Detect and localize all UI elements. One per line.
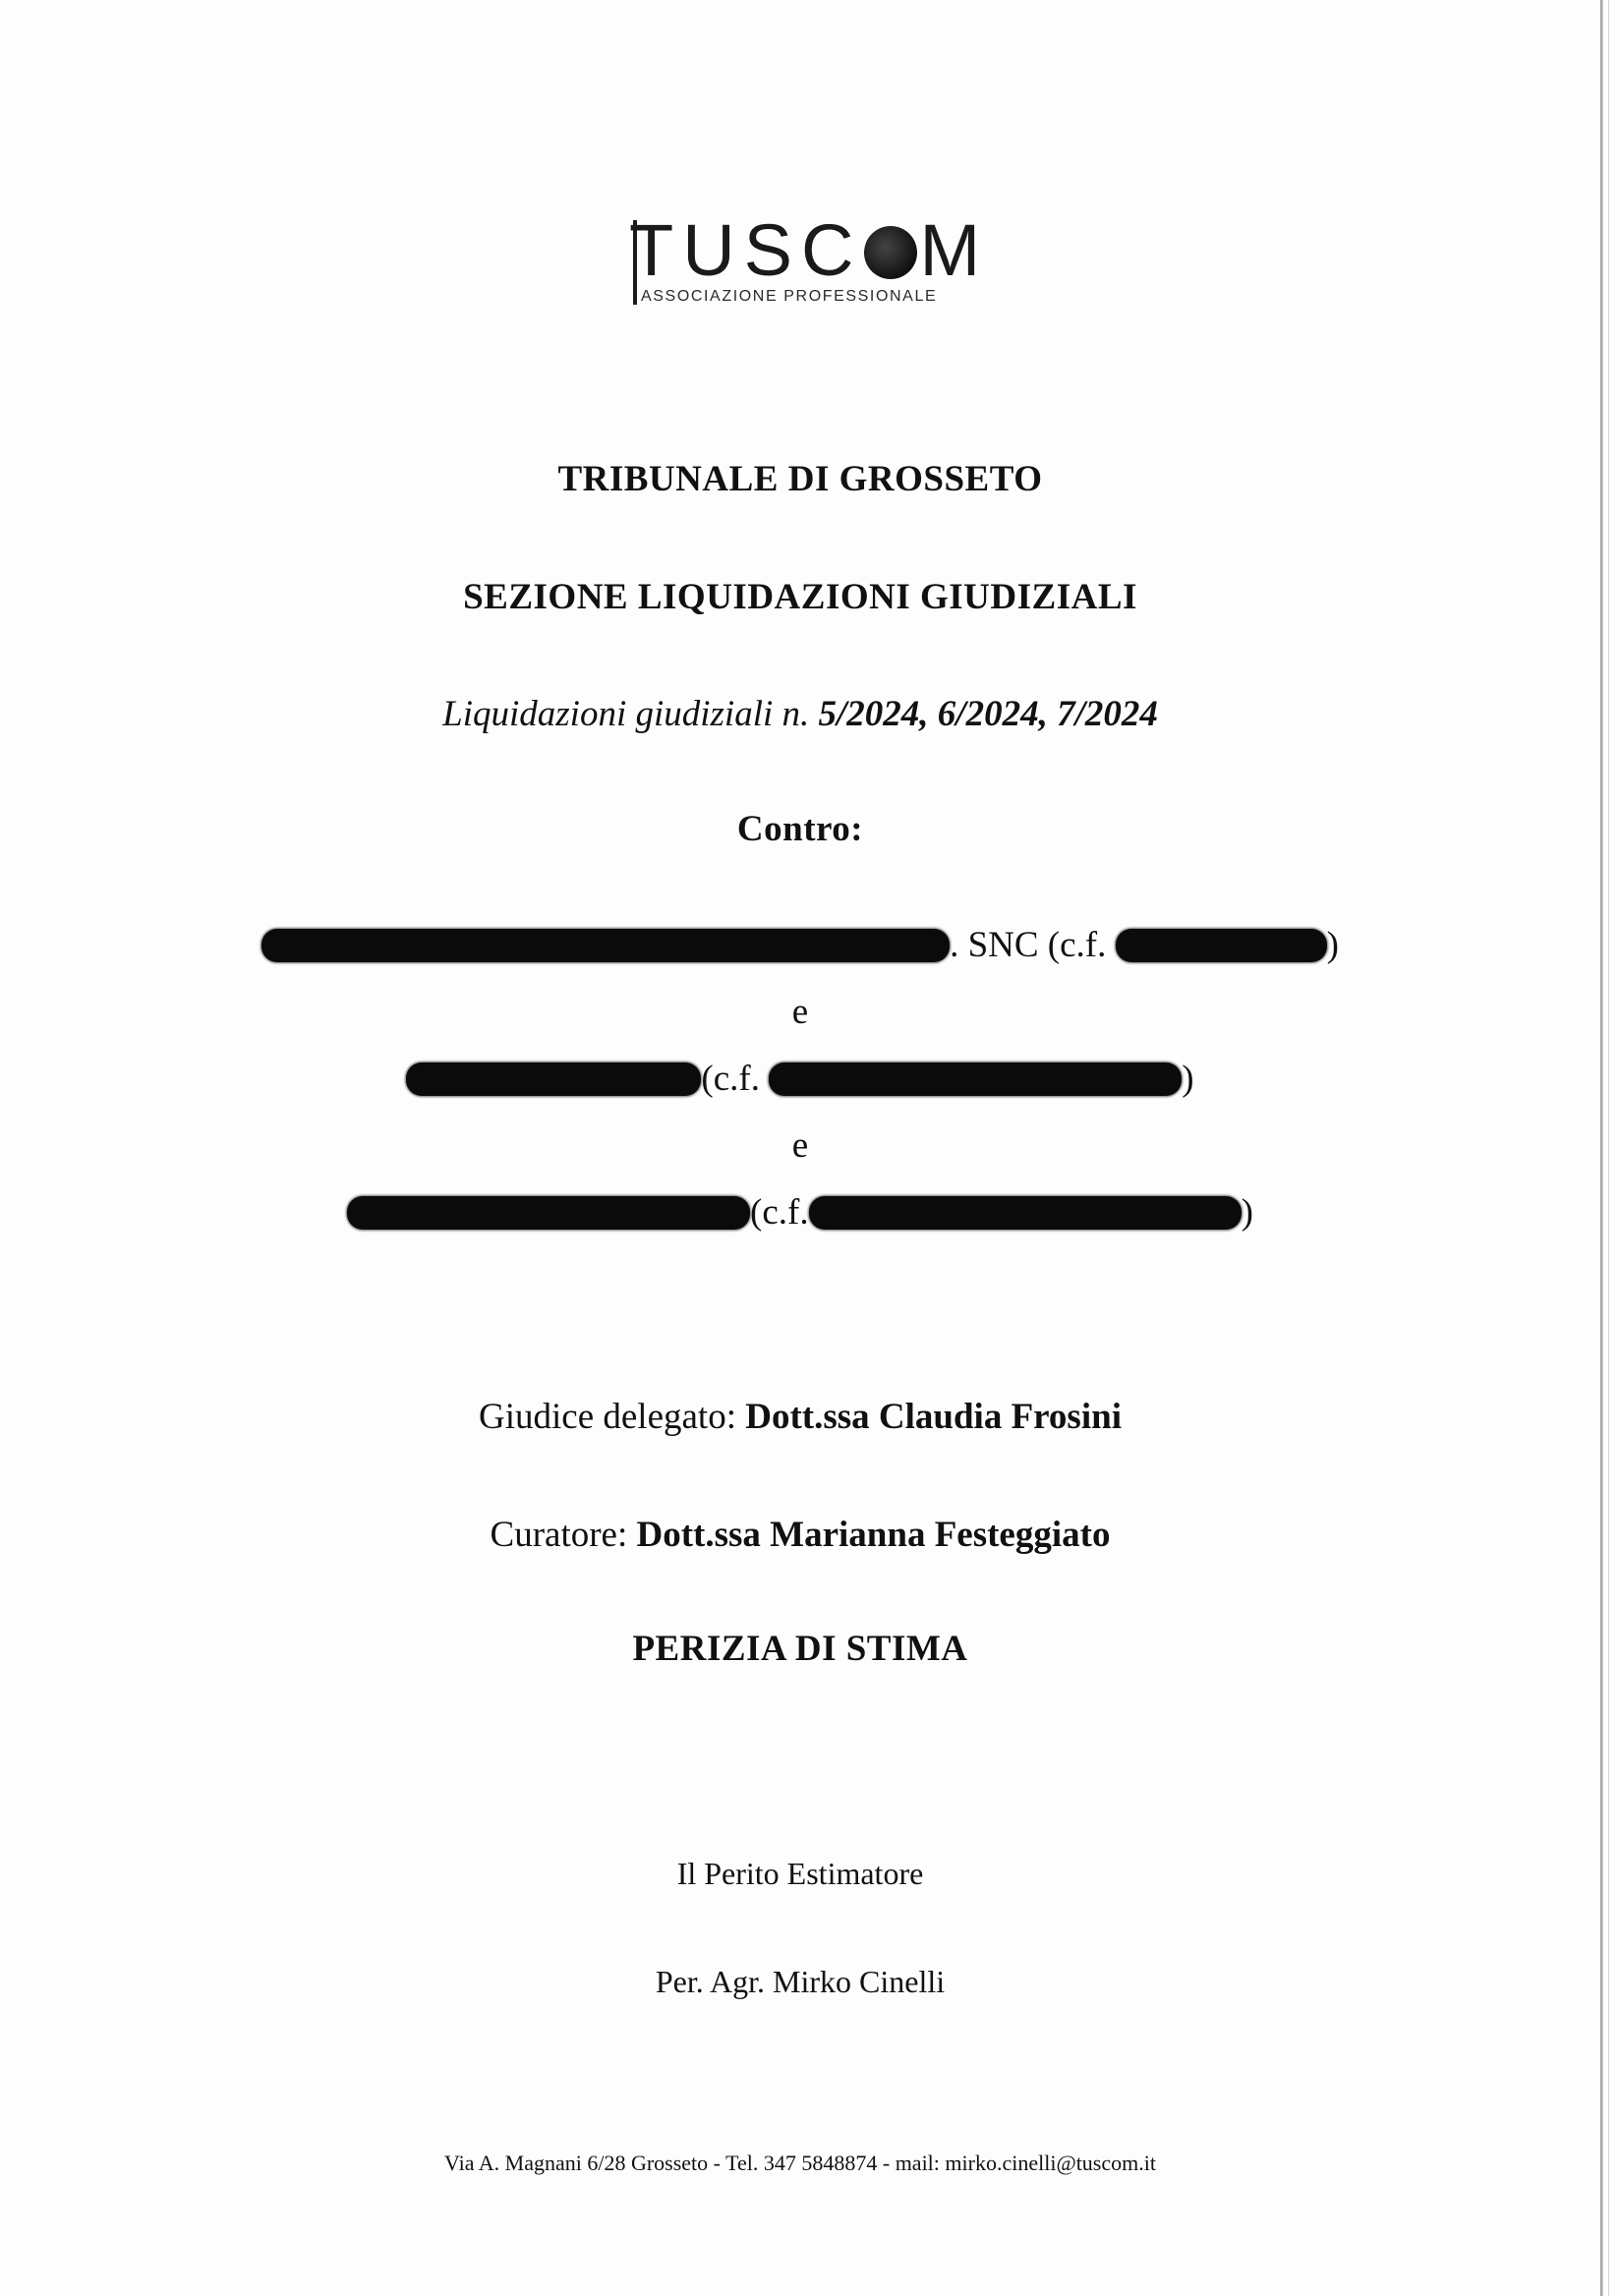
redacted-tax-code-1	[1116, 929, 1327, 962]
case-prefix: Liquidazioni giudiziali n.	[442, 694, 810, 734]
section-title: SEZIONE LIQUIDAZIONI GIUDIZIALI	[463, 577, 1137, 617]
scan-edge	[1600, 0, 1603, 2296]
tuscom-logo	[600, 209, 1012, 313]
redacted-name-2	[406, 1062, 701, 1096]
case-numbers: 5/2024, 6/2024, 7/2024	[818, 694, 1158, 734]
redacted-name-3	[347, 1196, 750, 1230]
logo-brand-right: M	[919, 209, 990, 291]
footer-contact: Via A. Magnani 6/28 Grosseto - Tel. 347 5848874 - mail: mirko.cinelli@tuscom.it	[444, 2151, 1156, 2175]
curator-label: Curatore:	[490, 1515, 628, 1555]
party-3-closing: )	[1241, 1192, 1253, 1233]
judge-label: Giudice delegato:	[479, 1397, 736, 1437]
party-line-1	[0, 924, 1600, 966]
party-2-closing: )	[1182, 1059, 1194, 1099]
party-3-suffix: (c.f.	[750, 1192, 809, 1233]
globe-icon	[864, 226, 917, 279]
court-title: TRIBUNALE DI GROSSETO	[557, 459, 1043, 499]
curator-name: Dott.ssa Marianna Festeggiato	[636, 1515, 1111, 1555]
party-1-closing: )	[1326, 925, 1339, 965]
logo-wordmark	[629, 209, 990, 291]
party-1-suffix: . SNC (c.f.	[950, 925, 1116, 965]
redacted-tax-code-2	[769, 1062, 1182, 1096]
against-label: Contro:	[736, 809, 864, 849]
conjunction-2: e	[791, 1125, 809, 1166]
logo-tagline: ASSOCIAZIONE PROFESSIONALE	[641, 288, 938, 305]
document-title: PERIZIA DI STIMA	[632, 1629, 968, 1669]
case-reference	[0, 693, 1600, 735]
judge-name: Dott.ssa Claudia Frosini	[745, 1397, 1122, 1437]
party-line-2	[0, 1058, 1600, 1100]
scan-edge-line	[1608, 0, 1609, 2296]
redacted-name-1	[261, 929, 950, 962]
signature-role: Il Perito Estimatore	[676, 1856, 924, 1891]
logo-brand-left: TUSC	[629, 209, 863, 291]
party-2-suffix: (c.f.	[701, 1059, 770, 1099]
signature-name: Per. Agr. Mirko Cinelli	[655, 1964, 946, 1999]
judge-line	[0, 1396, 1600, 1438]
party-line-3	[0, 1191, 1600, 1234]
conjunction-1: e	[791, 992, 809, 1032]
curator-line	[0, 1514, 1600, 1556]
redacted-tax-code-3	[809, 1196, 1242, 1230]
